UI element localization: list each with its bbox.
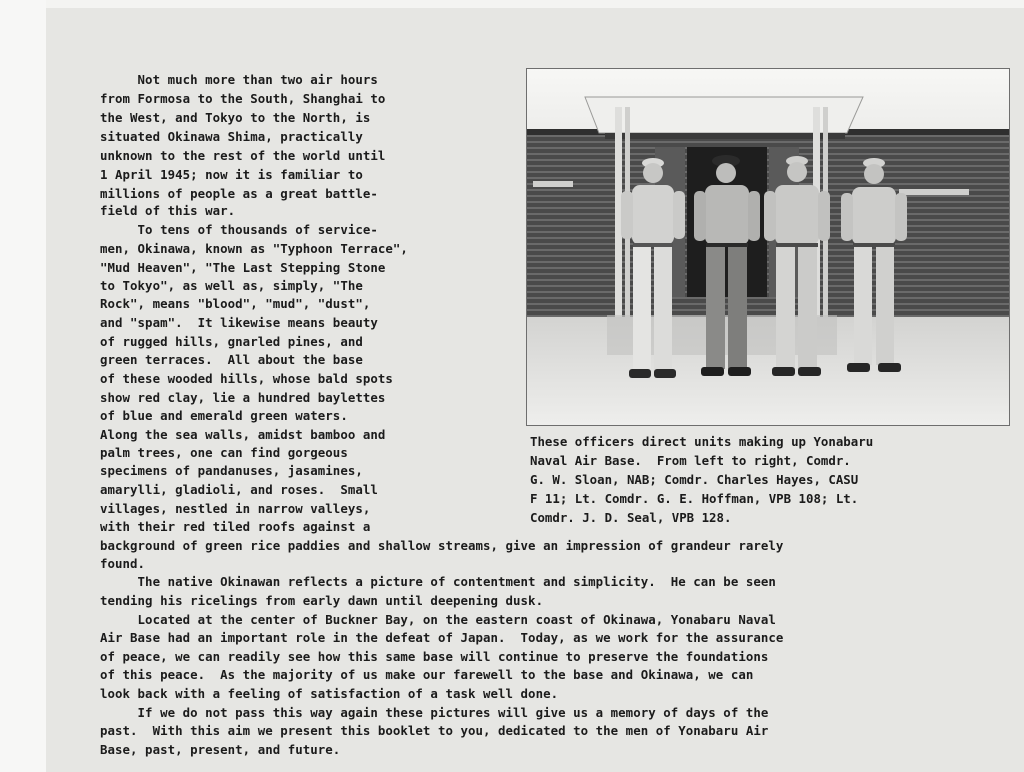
body-line: millions of people as a great battle- [100,186,378,201]
body-line: of these wooded hills, whose bald spots [100,371,393,386]
body-line: from Formosa to the South, Shanghai to [100,91,386,106]
body-line: and "spam". It likewise means beauty [100,315,378,330]
body-line: the West, and Tokyo to the North, is [100,110,371,125]
photo-caption-line: These officers direct units making up Yonabaru [530,434,874,449]
body-line: of peace, we can readily see how this same base will continue to preserve the foundations [100,649,769,664]
photo-caption-line: Naval Air Base. From left to right, Comdr. [530,453,851,468]
body-line: tending his ricelings from early dawn until deepening dusk. [100,593,544,608]
body-line: green terraces. All about the base [100,352,363,367]
body-line: palm trees, one can find gorgeous [100,445,348,460]
body-line: men, Okinawa, known as "Typhoon Terrace", [100,241,408,256]
body-line: Base, past, present, and future. [100,742,341,757]
body-line: of rugged hills, gnarled pines, and [100,334,363,349]
body-line: situated Okinawa Shima, practically [100,129,363,144]
body-line: villages, nestled in narrow valleys, [100,501,371,516]
body-line: If we do not pass this way again these pictures will give us a memory of days of the [100,705,769,720]
body-line: show red clay, lie a hundred baylettes [100,390,386,405]
body-line: The native Okinawan reflects a picture of contentment and simplicity. He can be seen [100,574,776,589]
body-line: found. [100,556,146,571]
scan-left-margin [0,0,46,772]
body-line: amarylli, gladioli, and roses. Small [100,482,378,497]
body-line: field of this war. [100,203,236,218]
photo-caption-line: Comdr. J. D. Seal, VPB 128. [530,510,732,525]
body-line: unknown to the rest of the world until [100,148,386,163]
body-line: Located at the center of Buckner Bay, on the eastern coast of Okinawa, Yonabaru Naval [100,612,776,627]
photo-caption-line: G. W. Sloan, NAB; Comdr. Charles Hayes, CASU [530,472,859,487]
body-line: of this peace. As the majority of us make our farewell to the base and Okinawa, we can [100,667,754,682]
body-line: To tens of thousands of service- [100,222,378,237]
body-line: 1 April 1945; now it is familiar to [100,167,363,182]
photo-caption-line: F 11; Lt. Comdr. G. E. Hoffman, VPB 108; Lt. [530,491,859,506]
body-line: Along the sea walls, amidst bamboo and [100,427,386,442]
officers-photo-illustration [527,69,1009,425]
body-line: "Mud Heaven", "The Last Stepping Stone [100,260,386,275]
body-line: past. With this aim we present this booklet to you, dedicated to the men of Yonabaru Air [100,723,769,738]
body-line: to Tokyo", as well as, simply, "The [100,278,363,293]
body-line: look back with a feeling of satisfaction of a task well done. [100,686,559,701]
body-line: Rock", means "blood", "mud", "dust", [100,296,371,311]
body-line: of blue and emerald green waters. [100,408,348,423]
body-line: Not much more than two air hours [100,72,378,87]
officers-photo [526,68,1010,426]
body-line: Air Base had an important role in the defeat of Japan. Today, as we work for the assurance [100,630,784,645]
body-line: specimens of pandanuses, jasamines, [100,463,363,478]
body-line: with their red tiled roofs against a [100,519,371,534]
scan-top-edge [46,0,1024,8]
body-line: background of green rice paddies and shallow streams, give an impression of grandeur rarely [100,538,784,553]
